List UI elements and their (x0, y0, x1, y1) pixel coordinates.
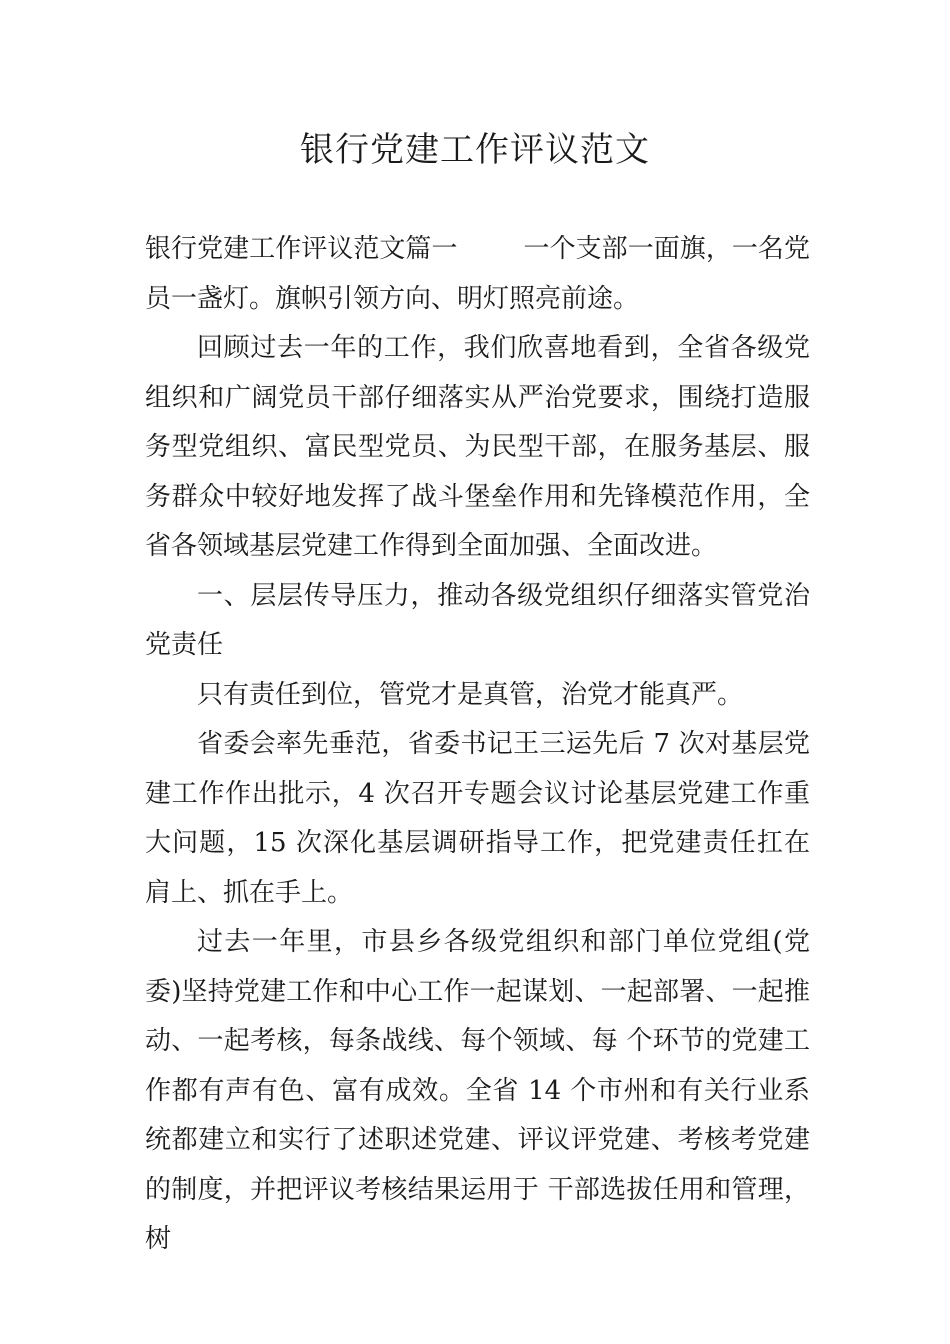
intro-paragraph (145, 225, 810, 324)
document-body (145, 225, 810, 1265)
document-title: 银行党建工作评议范文 (300, 130, 650, 170)
paragraph-past-year: 过去一年里，市县乡各级党组织和部门单位党组(党委)坚持党建工作和中心工作一起谋划、一起部署、一起推动、一起考核，每条战线、每个领域、每 个环节的党建工作都有声有色、富有成效。全省 14 个市州和有关行业系统都建立和实行了述职述党建、评议评党建、考核考党建的制度，并把评议考核结果运用于 干部选拔任用和管理，树 (145, 927, 810, 1254)
intro-text: 一个支部一面旗，一名党员一盏灯。旗帜引领方向、明灯照亮前途。 (145, 234, 810, 314)
paragraph-responsibility: 只有责任到位，管党才是真管，治党才能真严。 (197, 679, 744, 710)
intro-heading: 银行党建工作评议范文篇一 (145, 234, 458, 264)
paragraph-review: 回顾过去一年的工作，我们欣喜地看到，全省各级党组织和广阔党员干部仔细落实从严治党要求，围绕打造服务型党组织、富民型党员、为民型干部，在服务基层、服务群众中较好地发挥了战斗堡垒作用和先锋模范作用，全省各领域基层党建工作得到全面加强、全面改进。 (145, 333, 810, 561)
section-heading-1: 一、层层传导压力，推动各级党组织仔细落实管党治党责任 (145, 580, 810, 660)
paragraph-provincial-committee: 省委会率先垂范，省委书记王三运先后 7 次对基层党建工作作出批示，4 次召开专题会议讨论基层党建工作重大问题，15 次深化基层调研指导工作，把党建责任扛在肩上、抓在手上。 (145, 729, 810, 908)
